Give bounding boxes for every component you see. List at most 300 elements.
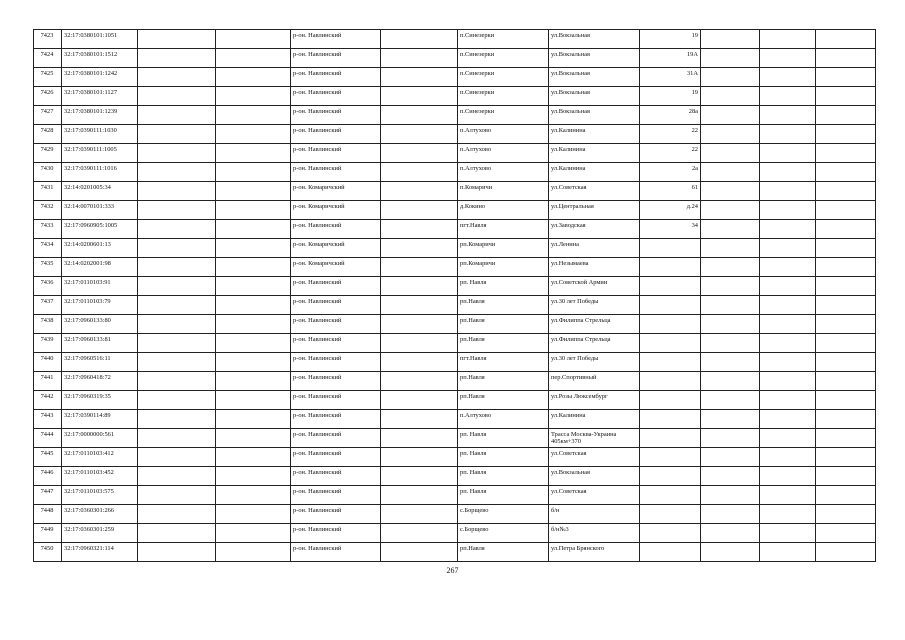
street-cell: Трасса Москва-Украина 405км+370 (549, 429, 640, 448)
locality-cell: рп. Навля (458, 486, 549, 505)
cadastral-number-cell: 32:17:0390111:1005 (62, 144, 138, 163)
blank-cell (816, 220, 876, 239)
blank-cell (816, 448, 876, 467)
blank-cell (760, 30, 816, 49)
blank-cell (381, 448, 458, 467)
blank-cell (701, 524, 760, 543)
table-row (34, 410, 876, 429)
blank-cell (138, 391, 216, 410)
street-cell: ул.Вокзальная (549, 68, 640, 87)
blank-cell (138, 30, 216, 49)
locality-cell: с.Борщево (458, 524, 549, 543)
cadastral-number-cell: 32:17:0390111:1030 (62, 125, 138, 144)
row-number-cell: 7434 (34, 239, 62, 258)
blank-cell (216, 239, 291, 258)
row-number-cell: 7439 (34, 334, 62, 353)
cadastral-number-cell: 32:17:0110103:412 (62, 448, 138, 467)
cadastral-number-cell: 32:17:0960133:80 (62, 315, 138, 334)
house-number-cell: 19 (640, 87, 701, 106)
district-cell: р-он. Навлинский (291, 410, 381, 429)
blank-cell (138, 372, 216, 391)
table-row (34, 87, 876, 106)
blank-cell (701, 68, 760, 87)
blank-cell (760, 410, 816, 429)
district-cell: р-он. Навлинский (291, 353, 381, 372)
row-number-cell: 7442 (34, 391, 62, 410)
blank-cell (760, 220, 816, 239)
blank-cell (216, 220, 291, 239)
district-cell: р-он. Навлинский (291, 524, 381, 543)
street-cell: ул.Советской Армии (549, 277, 640, 296)
blank-cell (760, 49, 816, 68)
house-number-cell: 34 (640, 220, 701, 239)
blank-cell (701, 125, 760, 144)
row-number-cell: 7448 (34, 505, 62, 524)
street-cell: ул.Филиппа Стрельца (549, 334, 640, 353)
house-number-cell: 31А (640, 68, 701, 87)
blank-cell (381, 106, 458, 125)
blank-cell (216, 201, 291, 220)
house-number-cell: 2а (640, 163, 701, 182)
blank-cell (138, 467, 216, 486)
table-row (34, 467, 876, 486)
blank-cell (816, 239, 876, 258)
blank-cell (138, 220, 216, 239)
blank-cell (138, 144, 216, 163)
district-cell: р-он. Навлинский (291, 448, 381, 467)
blank-cell (760, 391, 816, 410)
house-number-cell: 22 (640, 144, 701, 163)
locality-cell: пгт.Навля (458, 353, 549, 372)
row-number-cell: 7447 (34, 486, 62, 505)
street-cell: ул.30 лет Победы (549, 353, 640, 372)
street-cell: ул.Калинина (549, 410, 640, 429)
table-row (34, 486, 876, 505)
blank-cell (701, 144, 760, 163)
blank-cell (381, 87, 458, 106)
table-row (34, 296, 876, 315)
house-number-cell (640, 429, 701, 448)
blank-cell (138, 353, 216, 372)
locality-cell: п.Комаричи (458, 182, 549, 201)
district-cell: р-он. Навлинский (291, 429, 381, 448)
blank-cell (701, 296, 760, 315)
district-cell: р-он. Навлинский (291, 106, 381, 125)
registry-table (33, 29, 876, 562)
blank-cell (701, 429, 760, 448)
district-cell: р-он. Навлинский (291, 68, 381, 87)
blank-cell (216, 49, 291, 68)
blank-cell (701, 448, 760, 467)
table-row (34, 505, 876, 524)
blank-cell (381, 68, 458, 87)
street-cell: ул.Вокзальная (549, 49, 640, 68)
blank-cell (816, 505, 876, 524)
street-cell: ул.Калинина (549, 163, 640, 182)
blank-cell (816, 163, 876, 182)
blank-cell (138, 334, 216, 353)
cadastral-number-cell: 32:14:0201005:34 (62, 182, 138, 201)
blank-cell (701, 543, 760, 562)
blank-cell (138, 182, 216, 201)
blank-cell (216, 448, 291, 467)
blank-cell (381, 182, 458, 201)
cadastral-number-cell: 32:14:0202001:98 (62, 258, 138, 277)
locality-cell: рп.Навля (458, 315, 549, 334)
row-number-cell: 7440 (34, 353, 62, 372)
blank-cell (816, 106, 876, 125)
house-number-cell: д.24 (640, 201, 701, 220)
blank-cell (216, 30, 291, 49)
locality-cell: рп.Навля (458, 334, 549, 353)
table-row (34, 163, 876, 182)
house-number-cell (640, 486, 701, 505)
blank-cell (381, 277, 458, 296)
blank-cell (701, 410, 760, 429)
district-cell: р-он. Навлинский (291, 486, 381, 505)
blank-cell (216, 410, 291, 429)
blank-cell (381, 30, 458, 49)
blank-cell (760, 87, 816, 106)
blank-cell (701, 467, 760, 486)
blank-cell (216, 144, 291, 163)
blank-cell (816, 353, 876, 372)
blank-cell (816, 334, 876, 353)
district-cell: р-он. Навлинский (291, 315, 381, 334)
house-number-cell: 22 (640, 125, 701, 144)
house-number-cell (640, 467, 701, 486)
blank-cell (381, 353, 458, 372)
row-number-cell: 7446 (34, 467, 62, 486)
table-row (34, 277, 876, 296)
district-cell: р-он. Навлинский (291, 277, 381, 296)
house-number-cell (640, 391, 701, 410)
locality-cell: п.Синезерки (458, 68, 549, 87)
cadastral-number-cell: 32:17:0380101:1051 (62, 30, 138, 49)
table-row (34, 372, 876, 391)
blank-cell (381, 410, 458, 429)
street-cell: ул.Заводская (549, 220, 640, 239)
blank-cell (816, 486, 876, 505)
blank-cell (816, 543, 876, 562)
blank-cell (816, 524, 876, 543)
district-cell: р-он. Навлинский (291, 163, 381, 182)
blank-cell (138, 429, 216, 448)
blank-cell (701, 372, 760, 391)
page-number: 267 (446, 566, 459, 575)
cadastral-number-cell: 32:17:0110103:91 (62, 277, 138, 296)
cadastral-number-cell: 32:17:0390111:1016 (62, 163, 138, 182)
blank-cell (381, 505, 458, 524)
blank-cell (760, 68, 816, 87)
cadastral-number-cell: 32:17:0960321:114 (62, 543, 138, 562)
blank-cell (760, 258, 816, 277)
blank-cell (701, 87, 760, 106)
blank-cell (216, 87, 291, 106)
blank-cell (760, 239, 816, 258)
district-cell: р-он. Навлинский (291, 296, 381, 315)
blank-cell (816, 467, 876, 486)
house-number-cell: 19 (640, 30, 701, 49)
district-cell: р-он. Комаричский (291, 239, 381, 258)
blank-cell (816, 372, 876, 391)
locality-cell: рп.Навля (458, 372, 549, 391)
house-number-cell (640, 258, 701, 277)
blank-cell (760, 277, 816, 296)
blank-cell (138, 239, 216, 258)
street-cell: ул.Советская (549, 486, 640, 505)
locality-cell: п.Алтухово (458, 125, 549, 144)
blank-cell (760, 353, 816, 372)
blank-cell (701, 163, 760, 182)
cadastral-number-cell: 32:14:0200601:13 (62, 239, 138, 258)
blank-cell (216, 391, 291, 410)
blank-cell (138, 524, 216, 543)
row-number-cell: 7433 (34, 220, 62, 239)
blank-cell (381, 49, 458, 68)
table-row (34, 334, 876, 353)
house-number-cell (640, 505, 701, 524)
table-row (34, 49, 876, 68)
locality-cell: рп.Комаричи (458, 258, 549, 277)
blank-cell (216, 524, 291, 543)
blank-cell (138, 163, 216, 182)
blank-cell (816, 315, 876, 334)
street-cell: ул.Калинина (549, 144, 640, 163)
blank-cell (760, 467, 816, 486)
blank-cell (138, 201, 216, 220)
blank-cell (381, 163, 458, 182)
blank-cell (760, 201, 816, 220)
locality-cell: с.Борщево (458, 505, 549, 524)
house-number-cell: 61 (640, 182, 701, 201)
blank-cell (216, 334, 291, 353)
locality-cell: рп. Навля (458, 429, 549, 448)
blank-cell (760, 334, 816, 353)
blank-cell (816, 201, 876, 220)
blank-cell (381, 334, 458, 353)
cadastral-number-cell: 32:14:0070101:333 (62, 201, 138, 220)
blank-cell (138, 410, 216, 429)
blank-cell (816, 125, 876, 144)
blank-cell (381, 220, 458, 239)
blank-cell (138, 68, 216, 87)
house-number-cell: 19А (640, 49, 701, 68)
blank-cell (816, 68, 876, 87)
blank-cell (216, 429, 291, 448)
row-number-cell: 7438 (34, 315, 62, 334)
table-row (34, 182, 876, 201)
blank-cell (381, 125, 458, 144)
table-row (34, 144, 876, 163)
locality-cell: рп. Навля (458, 467, 549, 486)
row-number-cell: 7426 (34, 87, 62, 106)
blank-cell (816, 49, 876, 68)
table-row (34, 448, 876, 467)
district-cell: р-он. Навлинский (291, 505, 381, 524)
blank-cell (701, 30, 760, 49)
blank-cell (816, 30, 876, 49)
locality-cell: рп.Комаричи (458, 239, 549, 258)
row-number-cell: 7429 (34, 144, 62, 163)
house-number-cell: 28а (640, 106, 701, 125)
street-cell: ул.Центральная (549, 201, 640, 220)
locality-cell: п.Синезерки (458, 106, 549, 125)
blank-cell (381, 467, 458, 486)
row-number-cell: 7445 (34, 448, 62, 467)
house-number-cell (640, 448, 701, 467)
blank-cell (138, 296, 216, 315)
blank-cell (216, 372, 291, 391)
blank-cell (760, 543, 816, 562)
cadastral-number-cell: 32:17:0390114:89 (62, 410, 138, 429)
table-row (34, 429, 876, 448)
blank-cell (138, 106, 216, 125)
blank-cell (138, 543, 216, 562)
district-cell: р-он. Комаричский (291, 201, 381, 220)
blank-cell (216, 315, 291, 334)
cadastral-number-cell: 32:17:0960133:81 (62, 334, 138, 353)
row-number-cell: 7443 (34, 410, 62, 429)
table-row (34, 125, 876, 144)
blank-cell (701, 353, 760, 372)
blank-cell (816, 87, 876, 106)
blank-cell (816, 277, 876, 296)
cadastral-number-cell: 32:17:0960905:1005 (62, 220, 138, 239)
blank-cell (381, 372, 458, 391)
row-number-cell: 7430 (34, 163, 62, 182)
blank-cell (381, 315, 458, 334)
district-cell: р-он. Навлинский (291, 372, 381, 391)
district-cell: р-он. Навлинский (291, 467, 381, 486)
blank-cell (760, 448, 816, 467)
house-number-cell (640, 296, 701, 315)
row-number-cell: 7428 (34, 125, 62, 144)
street-cell: б/н№3 (549, 524, 640, 543)
blank-cell (216, 277, 291, 296)
row-number-cell: 7437 (34, 296, 62, 315)
street-cell: ул.30 лет Победы (549, 296, 640, 315)
locality-cell: рп. Навля (458, 448, 549, 467)
district-cell: р-он. Навлинский (291, 87, 381, 106)
street-cell: ул.Вокзальная (549, 467, 640, 486)
house-number-cell (640, 410, 701, 429)
row-number-cell: 7436 (34, 277, 62, 296)
blank-cell (216, 543, 291, 562)
table-row (34, 353, 876, 372)
blank-cell (216, 258, 291, 277)
street-cell: ул.Филиппа Стрельца (549, 315, 640, 334)
locality-cell: п.Синезерки (458, 87, 549, 106)
cadastral-number-cell: 32:17:0110103:452 (62, 467, 138, 486)
blank-cell (760, 315, 816, 334)
blank-cell (381, 258, 458, 277)
blank-cell (216, 486, 291, 505)
blank-cell (760, 125, 816, 144)
blank-cell (701, 334, 760, 353)
district-cell: р-он. Навлинский (291, 391, 381, 410)
table-row (34, 391, 876, 410)
street-cell: пер.Спортивный (549, 372, 640, 391)
cadastral-number-cell: 32:17:0960418:72 (62, 372, 138, 391)
row-number-cell: 7441 (34, 372, 62, 391)
street-cell: ул.Советская (549, 182, 640, 201)
district-cell: р-он. Комаричский (291, 258, 381, 277)
blank-cell (216, 68, 291, 87)
blank-cell (701, 49, 760, 68)
cadastral-number-cell: 32:17:0380101:1239 (62, 106, 138, 125)
blank-cell (760, 524, 816, 543)
house-number-cell (640, 372, 701, 391)
blank-cell (816, 429, 876, 448)
street-cell: ул.Вокзальная (549, 30, 640, 49)
blank-cell (216, 125, 291, 144)
cadastral-number-cell: 32:17:0380101:1512 (62, 49, 138, 68)
blank-cell (138, 87, 216, 106)
house-number-cell (640, 277, 701, 296)
street-cell: ул.Советская (549, 448, 640, 467)
locality-cell: рп.Навля (458, 296, 549, 315)
district-cell: р-он. Навлинский (291, 543, 381, 562)
blank-cell (381, 391, 458, 410)
locality-cell: п.Алтухово (458, 163, 549, 182)
cadastral-number-cell: 32:17:0360301:259 (62, 524, 138, 543)
locality-cell: п.Алтухово (458, 144, 549, 163)
blank-cell (138, 125, 216, 144)
table-row (34, 201, 876, 220)
blank-cell (701, 505, 760, 524)
blank-cell (760, 106, 816, 125)
blank-cell (381, 524, 458, 543)
street-cell: ул.Незымаева (549, 258, 640, 277)
cadastral-number-cell: 32:17:0110103:575 (62, 486, 138, 505)
district-cell: р-он. Навлинский (291, 144, 381, 163)
house-number-cell (640, 353, 701, 372)
table-row (34, 106, 876, 125)
blank-cell (216, 505, 291, 524)
row-number-cell: 7425 (34, 68, 62, 87)
locality-cell: рп. Навля (458, 277, 549, 296)
blank-cell (216, 353, 291, 372)
blank-cell (138, 448, 216, 467)
blank-cell (701, 201, 760, 220)
district-cell: р-он. Комаричский (291, 182, 381, 201)
locality-cell: п.Синезерки (458, 49, 549, 68)
blank-cell (216, 467, 291, 486)
blank-cell (381, 429, 458, 448)
blank-cell (760, 429, 816, 448)
row-number-cell: 7423 (34, 30, 62, 49)
blank-cell (138, 258, 216, 277)
blank-cell (760, 163, 816, 182)
street-cell: ул.Ленина (549, 239, 640, 258)
blank-cell (701, 239, 760, 258)
blank-cell (701, 182, 760, 201)
row-number-cell: 7449 (34, 524, 62, 543)
locality-cell: п.Алтухово (458, 410, 549, 429)
house-number-cell (640, 543, 701, 562)
row-number-cell: 7435 (34, 258, 62, 277)
cadastral-number-cell: 32:17:0360301:266 (62, 505, 138, 524)
house-number-cell (640, 315, 701, 334)
street-cell: б/н (549, 505, 640, 524)
locality-cell: рп.Навля (458, 391, 549, 410)
blank-cell (381, 144, 458, 163)
district-cell: р-он. Навлинский (291, 125, 381, 144)
table-row (34, 258, 876, 277)
row-number-cell: 7424 (34, 49, 62, 68)
blank-cell (701, 106, 760, 125)
